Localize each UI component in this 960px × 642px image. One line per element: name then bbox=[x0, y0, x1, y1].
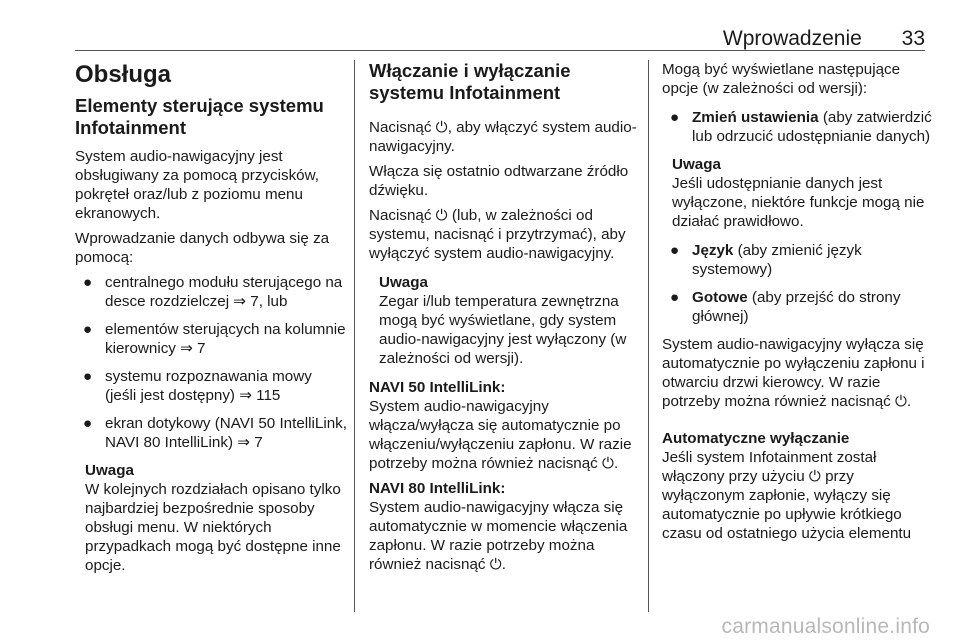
paragraph: Jeśli system Infotainment został włączony przy użyciu ⏻ przy wyłączonym zapłonie, wyłączy się automatycznie po upływie krótkiego czasu od ostatniego użycia elementu bbox=[662, 449, 912, 542]
header-title: Wprowadzenie bbox=[722, 27, 862, 50]
options-list-1 bbox=[662, 108, 934, 146]
paragraph bbox=[369, 378, 641, 473]
note-box bbox=[662, 155, 934, 231]
page-header bbox=[0, 26, 925, 52]
subsection-heading: Automatyczne wyłączanie bbox=[662, 430, 850, 447]
bullet-icon: ● bbox=[670, 109, 680, 126]
note-box bbox=[369, 273, 641, 368]
watermark: carmanualsonline.info bbox=[721, 615, 930, 638]
section-heading: Obsługa bbox=[75, 61, 172, 88]
options-list-2 bbox=[662, 241, 934, 326]
navi80-text: System audio-nawigacyjny włącza się automatycznie w momencie włączenia zapłonu. W razie potrzeby można również nacisnąć ⏻. bbox=[369, 499, 628, 573]
spacer bbox=[662, 417, 934, 429]
paragraph: Nacisnąć ⏻, aby włączyć system audio-nawigacyjny. bbox=[369, 119, 637, 155]
page-number: 33 bbox=[901, 27, 925, 50]
list-item: ● Gotowe (aby przejść do strony głównej) bbox=[670, 289, 901, 325]
column-divider-2 bbox=[648, 60, 649, 612]
column-1 bbox=[75, 60, 347, 585]
note-title: Uwaga bbox=[672, 156, 721, 173]
paragraph: System audio-nawigacyjny jest obsługiwany za pomocą przycisków, pokręteł oraz/lub z poziomu menu ekranowych. bbox=[75, 148, 319, 222]
option-label: Zmień ustawienia bbox=[692, 109, 819, 126]
header-rule bbox=[75, 50, 925, 51]
input-methods-list bbox=[75, 273, 347, 452]
list-item: ● systemu rozpoznawania mowy (jeśli jest dostępny) ⇒ 115 bbox=[83, 368, 312, 404]
column-2 bbox=[369, 60, 641, 580]
paragraph: Mogą być wyświetlane następujące opcje (w zależności od wersji): bbox=[662, 61, 901, 97]
note-title: Uwaga bbox=[85, 462, 134, 479]
section-heading: Włączanie i wyłączanie systemu Infotainment bbox=[369, 60, 571, 103]
bullet-icon: ● bbox=[670, 242, 680, 259]
bullet-icon: ● bbox=[83, 415, 93, 432]
paragraph: Włącza się ostatnio odtwarzane źródło dźwięku. bbox=[369, 163, 629, 199]
paragraph: Wprowadzanie danych odbywa się za pomocą: bbox=[75, 230, 330, 266]
note-text: Zegar i/lub temperatura zewnętrzna mogą być wyświetlane, gdy system audio-nawigacyjny jest wyłączony (w zależności od wersji). bbox=[379, 293, 627, 367]
note-box bbox=[75, 461, 347, 575]
bullet-icon: ● bbox=[670, 289, 680, 306]
paragraph: Nacisnąć ⏻ (lub, w zależności od systemu, nacisnąć i przytrzymać), aby wyłączyć system audio-nawigacyjny. bbox=[369, 207, 626, 262]
list-item: ● Język (aby zmienić język systemowy) bbox=[670, 242, 862, 278]
navi80-label: NAVI 80 IntelliLink: bbox=[369, 480, 506, 497]
bullet-icon: ● bbox=[83, 321, 93, 338]
paragraph: System audio-nawigacyjny wyłącza się automatycznie po wyłączeniu zapłonu i otwarciu drzwi kierowcy. W razie potrzeby można również nacisnąć ⏻. bbox=[662, 336, 925, 410]
note-title: Uwaga bbox=[379, 274, 428, 291]
bullet-icon: ● bbox=[83, 274, 93, 291]
list-item: ● centralnego modułu sterującego na desce rozdzielczej ⇒ 7, lub bbox=[83, 274, 343, 310]
note-text: W kolejnych rozdziałach opisano tylko najbardziej bezpośrednie sposoby obsługi menu. W niektórych przypadkach mogą być dostępne inne opcje. bbox=[85, 481, 341, 574]
navi50-label: NAVI 50 IntelliLink: bbox=[369, 379, 506, 396]
column-divider-1 bbox=[354, 60, 355, 612]
list-item: ● Zmień ustawienia (aby zatwierdzić lub odrzucić udostępnianie danych) bbox=[670, 109, 932, 145]
list-item: ● ekran dotykowy (NAVI 50 IntelliLink, NAVI 80 IntelliLink) ⇒ 7 bbox=[83, 415, 347, 451]
list-item: ● elementów sterujących na kolumnie kierownicy ⇒ 7 bbox=[83, 321, 346, 357]
option-label: Język bbox=[692, 242, 734, 259]
navi50-text: System audio-nawigacyjny włącza/wyłącza się automatycznie po włączeniu/wyłączeniu zapłonu. W razie potrzeby można również nacisnąć ⏻. bbox=[369, 398, 632, 472]
subsection-heading: Elementy sterujące systemu Infotainment bbox=[75, 95, 324, 138]
paragraph bbox=[369, 479, 641, 574]
bullet-icon: ● bbox=[83, 368, 93, 385]
option-label: Gotowe bbox=[692, 289, 748, 306]
column-3 bbox=[662, 60, 934, 549]
note-text: Jeśli udostępnianie danych jest wyłączone, niektóre funkcje mogą nie działać prawidłowo. bbox=[672, 175, 925, 230]
